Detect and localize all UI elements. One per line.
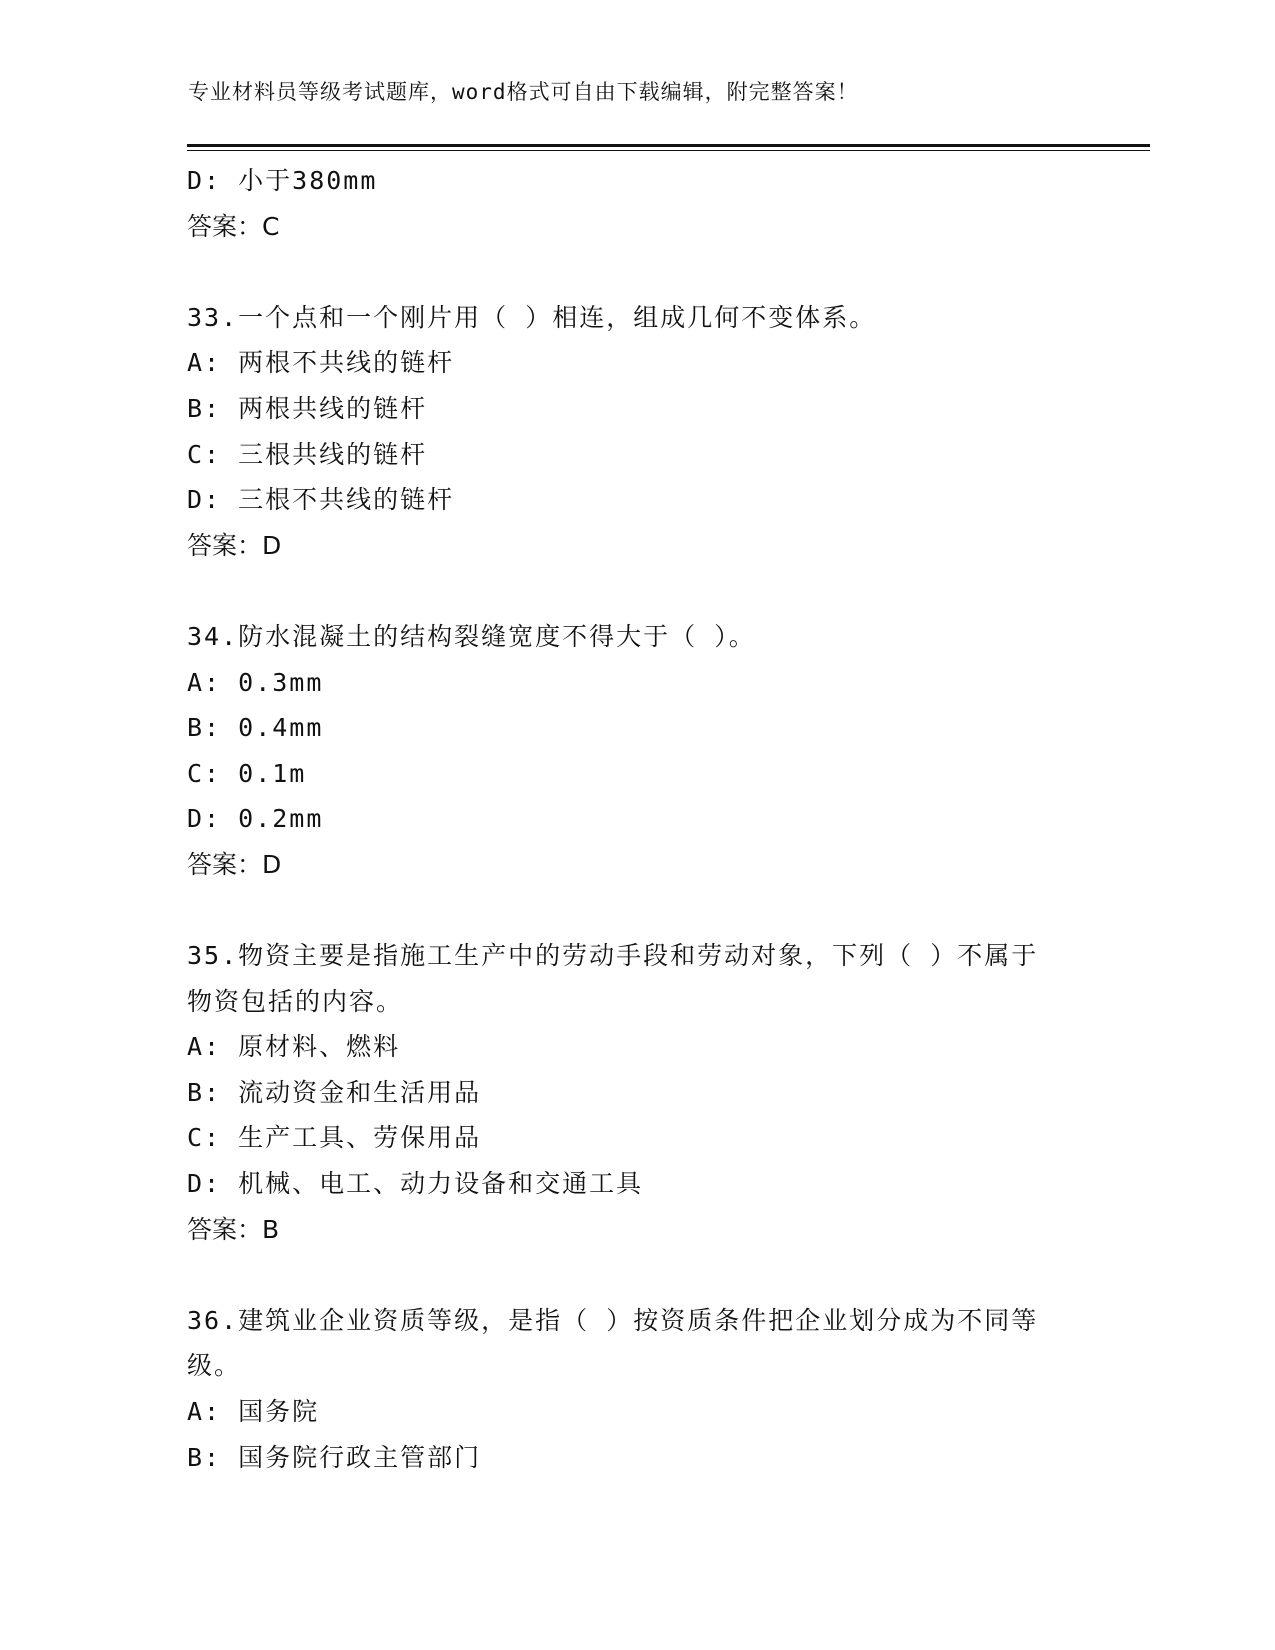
option-b: B: 两根共线的链杆 (187, 393, 428, 423)
question-34 (187, 614, 1087, 888)
question-33 (187, 295, 1087, 569)
option-a: A: 国务院 (187, 1397, 320, 1427)
question-stem: 36.建筑业企业资质等级，是指（ ）按资质条件把企业划分成为不同等级。 (187, 1305, 1039, 1381)
option-c: C: 三根共线的链杆 (187, 439, 428, 469)
header-divider-thick (187, 144, 1150, 147)
question-36 (187, 1298, 1087, 1480)
option-d: D: 机械、电工、动力设备和交通工具 (187, 1169, 644, 1199)
option-b: B: 0.4mm (187, 713, 324, 743)
question-stem: 33.一个点和一个刚片用（ ）相连，组成几何不变体系。 (187, 302, 877, 332)
answer: 答案：D (187, 530, 282, 560)
question-list (187, 158, 1087, 1480)
option-c: C: 0.1m (187, 758, 307, 788)
option-a: A: 两根不共线的链杆 (187, 348, 455, 378)
option-d: D: 小于380mm (187, 166, 378, 195)
option-d: D: 三根不共线的链杆 (187, 485, 455, 515)
question-stem: 34.防水混凝土的结构裂缝宽度不得大于（ ）。 (187, 621, 756, 651)
answer: 答案：B (187, 1214, 280, 1244)
question-35 (187, 933, 1087, 1252)
question-stem: 35.物资主要是指施工生产中的劳动手段和劳动对象，下列（ ）不属于物资包括的内容。 (187, 941, 1039, 1016)
option-d: D: 0.2mm (187, 804, 324, 834)
option-a: A: 原材料、燃料 (187, 1032, 401, 1062)
header-divider-thin (187, 150, 1150, 151)
option-c: C: 生产工具、劳保用品 (187, 1123, 482, 1153)
option-b: B: 流动资金和生活用品 (187, 1077, 482, 1107)
answer: 答案：D (187, 849, 282, 879)
spacer (187, 568, 1087, 614)
spacer (187, 1252, 1087, 1298)
spacer (187, 888, 1087, 934)
option-b: B: 国务院行政主管部门 (187, 1442, 482, 1472)
spacer (187, 249, 1087, 295)
page-header: 专业材料员等级考试题库，word格式可自由下载编辑，附完整答案！ (188, 80, 859, 104)
answer: 答案：C (187, 211, 280, 241)
option-a: A: 0.3mm (187, 667, 324, 697)
question-carry-over (187, 158, 1087, 249)
